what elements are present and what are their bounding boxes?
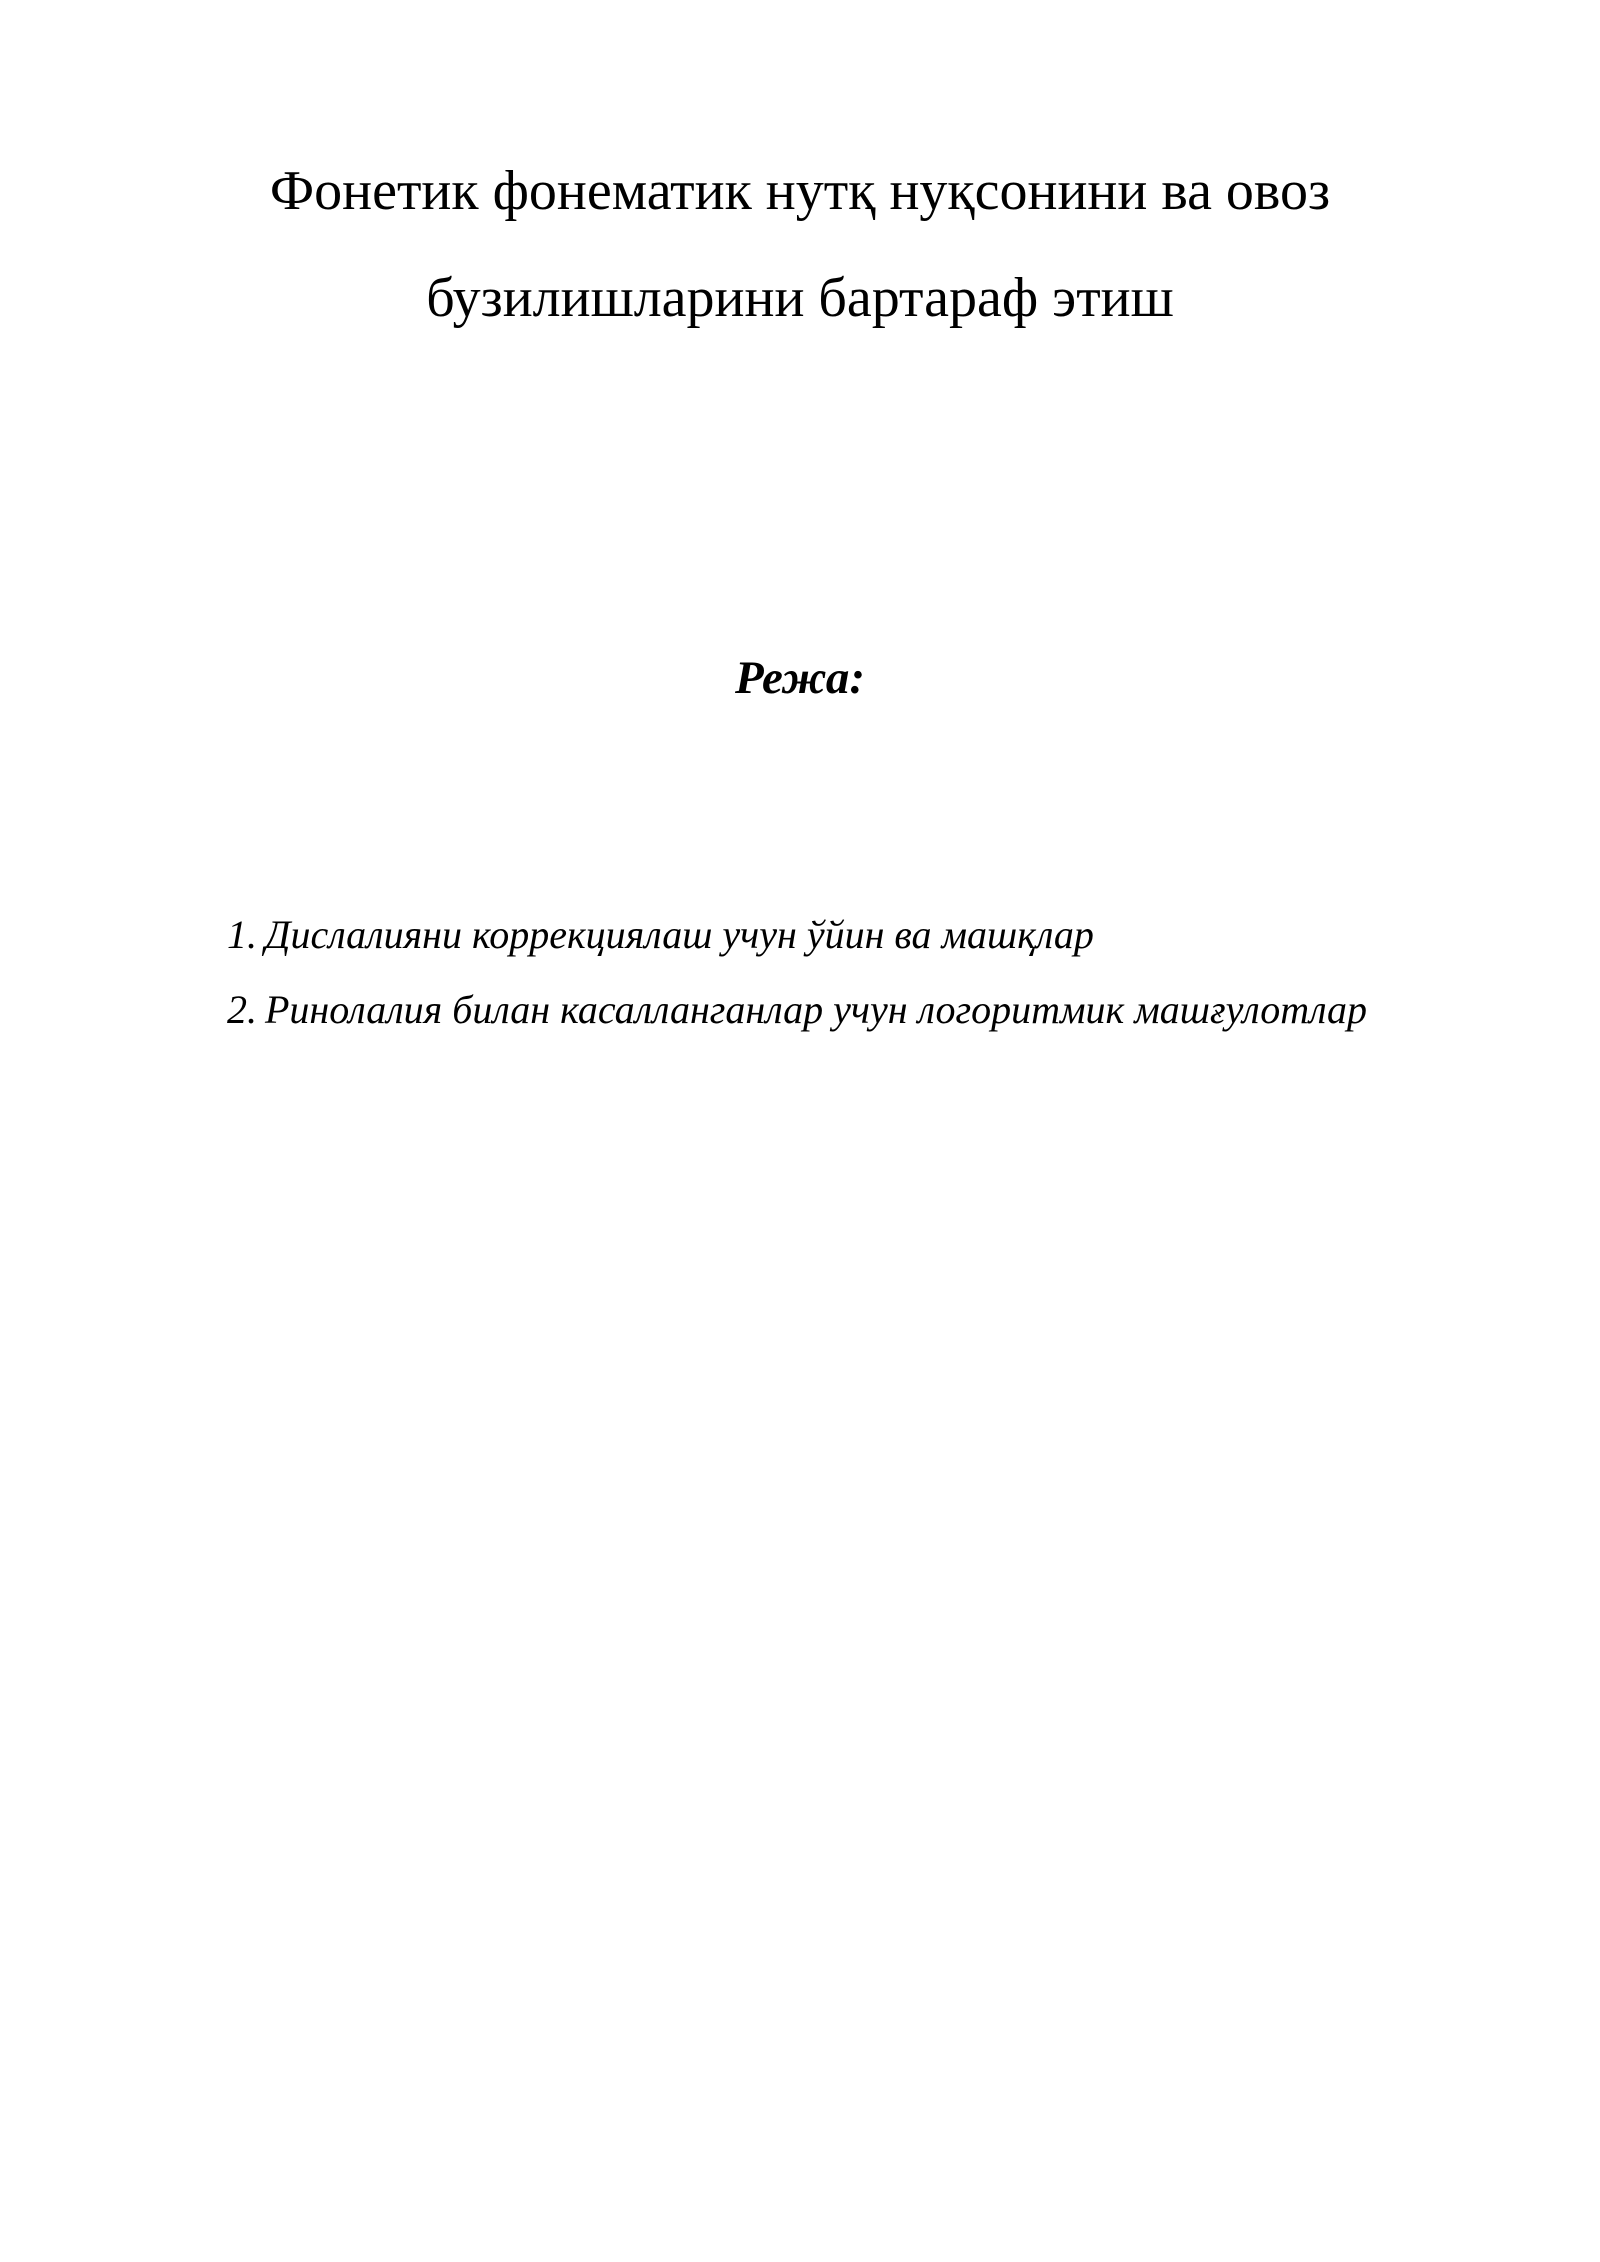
plan-item-text: Ринолалия билан касалланганлар учун логоритмик машғулотлар — [265, 987, 1368, 1032]
document-title-line-1: Фонетик фонематик нутқ нуқсонини ва овоз — [269, 160, 1331, 222]
plan-item — [227, 912, 1367, 957]
plan-item-text: Дислалияни коррекциялаш учун ўйин ва машқлар — [265, 912, 1094, 957]
plan-item — [227, 987, 1368, 1032]
plan-list — [227, 912, 1368, 1065]
plan-item-number: 1. — [227, 912, 257, 957]
plan-heading: Режа: — [735, 652, 865, 704]
plan-item-number: 2. — [227, 987, 257, 1032]
document-title-line-2: бузилишларини бартараф этиш — [426, 267, 1174, 329]
